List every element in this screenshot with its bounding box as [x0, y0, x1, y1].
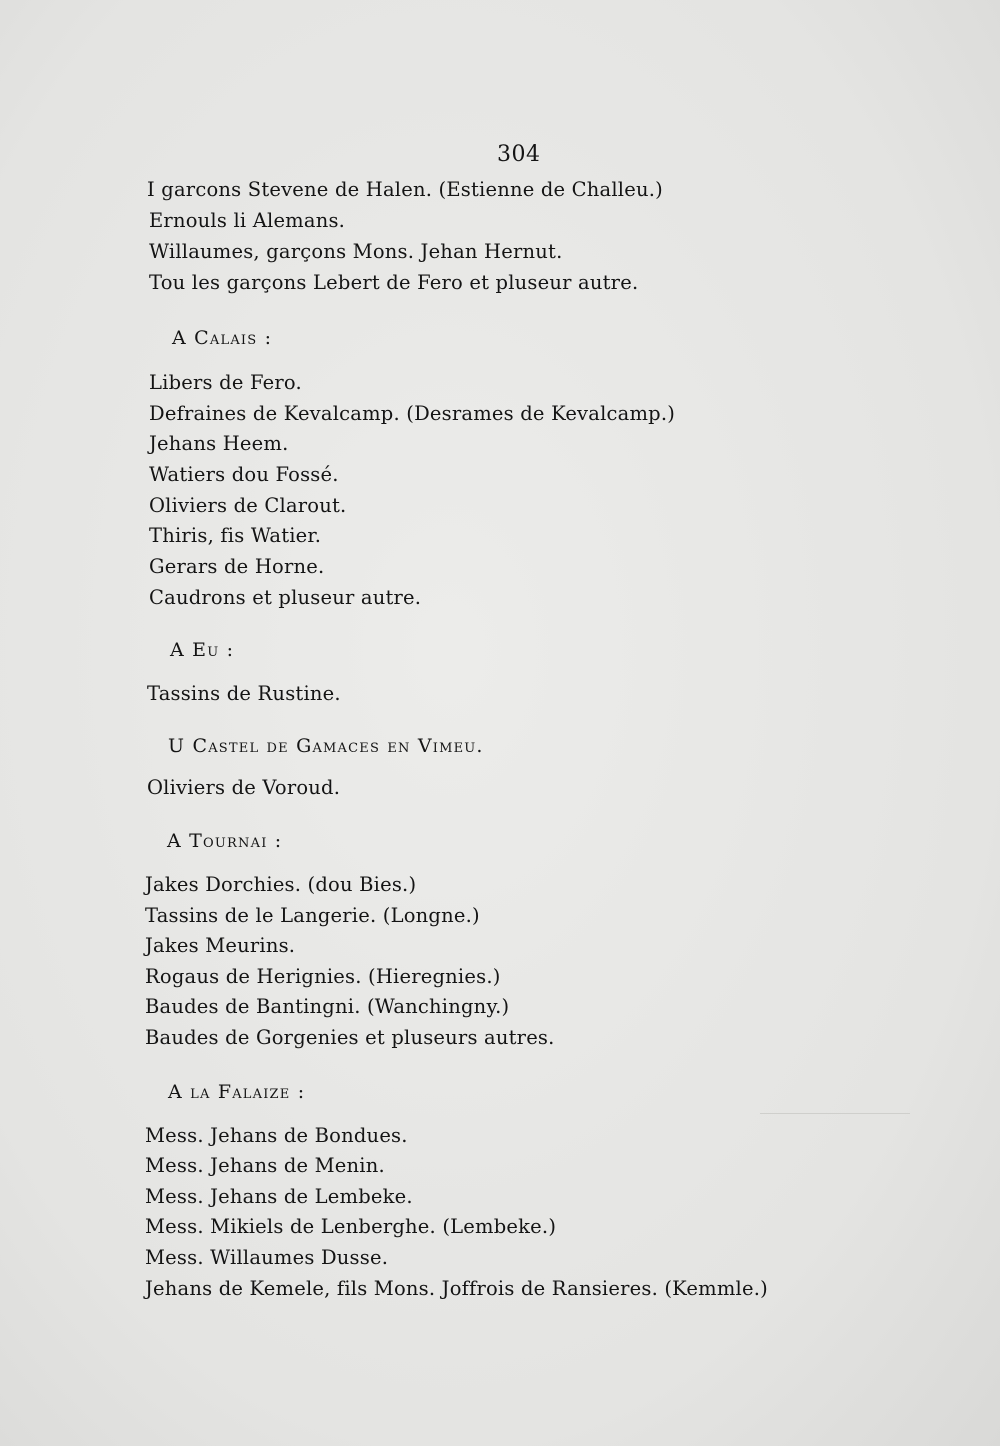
list-item: Gerars de Horne.: [149, 555, 325, 578]
list-item: Jehans de Kemele, fils Mons. Joffrois de Ransieres. (Kemmle.): [145, 1277, 768, 1300]
list-item: Oliviers de Voroud.: [147, 776, 341, 799]
section-heading-gamaces: U Castel de Gamaces en Vimeu.: [168, 735, 484, 757]
list-item: Watiers dou Fossé.: [149, 463, 339, 486]
list-item: Jakes Dorchies. (dou Bies.): [145, 873, 417, 896]
list-item: Mess. Jehans de Bondues.: [145, 1124, 408, 1147]
list-item: Baudes de Gorgenies et pluseurs autres.: [145, 1026, 555, 1049]
list-item: Libers de Fero.: [149, 371, 302, 394]
text-line: I garcons Stevene de Halen. (Estienne de Challeu.): [147, 178, 663, 201]
text-line: Tou les garçons Lebert de Fero et pluseur autre.: [149, 271, 639, 294]
list-item: Mess. Mikiels de Lenberghe. (Lembeke.): [145, 1215, 557, 1238]
list-item: Mess. Jehans de Lembeke.: [145, 1185, 413, 1208]
section-heading-tournai: A Tournai :: [167, 830, 283, 852]
text-line: Willaumes, garçons Mons. Jehan Hernut.: [149, 240, 563, 263]
list-item: Jehans Heem.: [149, 432, 289, 455]
list-item: Caudrons et pluseur autre.: [149, 586, 422, 609]
list-item: Tassins de Rustine.: [147, 682, 341, 705]
list-item: Mess. Jehans de Menin.: [145, 1154, 385, 1177]
list-item: Thiris, fis Watier.: [149, 524, 322, 547]
text-line: Ernouls li Alemans.: [149, 209, 346, 232]
section-heading-calais: A Calais :: [172, 327, 273, 349]
section-heading-eu: A Eu :: [170, 639, 235, 661]
list-item: Tassins de le Langerie. (Longne.): [145, 904, 480, 927]
list-item: Defraines de Kevalcamp. (Desrames de Kevalcamp.): [149, 402, 676, 425]
show-through-rule: [760, 1113, 910, 1114]
list-item: Mess. Willaumes Dusse.: [145, 1246, 389, 1269]
list-item: Rogaus de Herignies. (Hieregnies.): [145, 965, 501, 988]
page-number: 304: [497, 142, 541, 167]
list-item: Jakes Meurins.: [145, 934, 296, 957]
list-item: Oliviers de Clarout.: [149, 494, 347, 517]
section-heading-falaize: A la Falaize :: [168, 1081, 306, 1103]
list-item: Baudes de Bantingni. (Wanchingny.): [145, 995, 510, 1018]
